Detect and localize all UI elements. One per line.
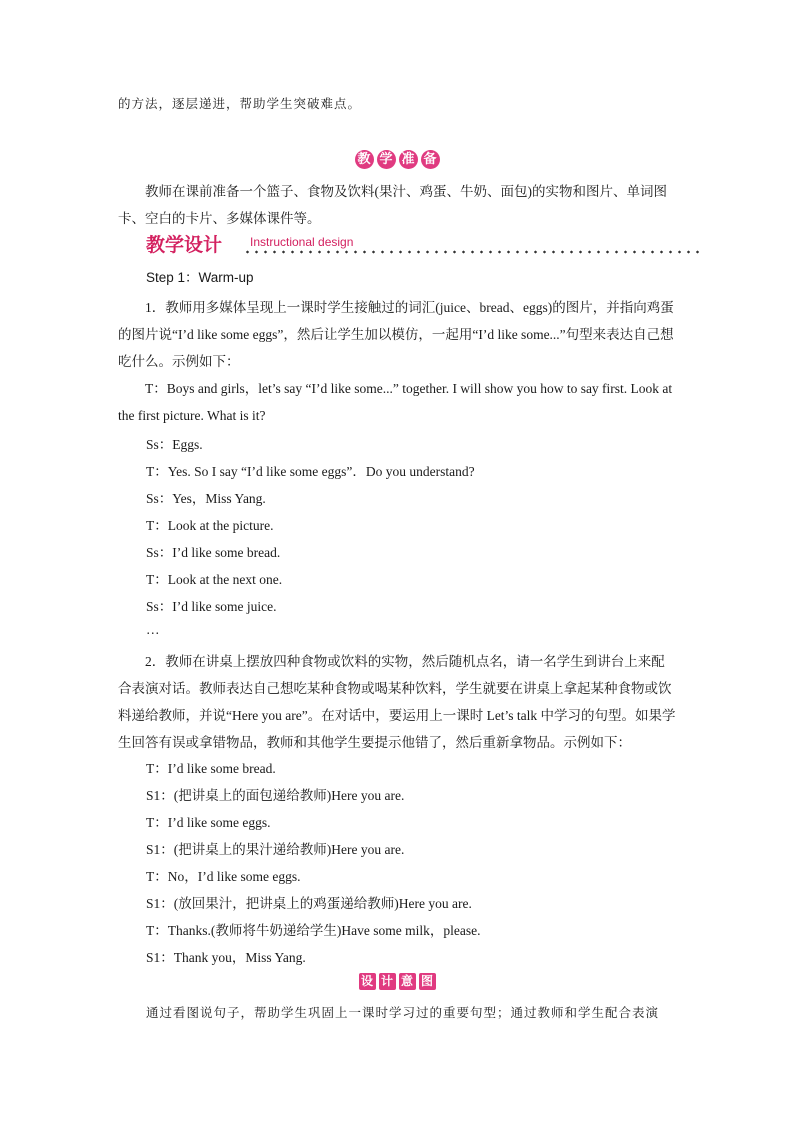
design-intent-badge — [0, 973, 794, 990]
dialog-line: T：Look at the picture. — [146, 518, 274, 533]
ellipsis-line: … — [146, 622, 160, 637]
badge-char: 准 — [399, 150, 418, 169]
dialog-line: T：No，I’d like some eggs. — [146, 869, 301, 884]
badge-char: 备 — [421, 150, 440, 169]
badge-char: 学 — [377, 150, 396, 169]
continuation-text: 的方法，逐层递进，帮助学生突破难点。 — [118, 96, 362, 111]
heading-dotted-rule — [243, 250, 705, 254]
prep-paragraph: 教师在课前准备一个篮子、食物及饮料(果汁、鸡蛋、牛奶、面包)的实物和图片、单词图卡、空白的卡片、多媒体课件等。 — [118, 184, 667, 226]
dialog-line: S1：Thank you，Miss Yang. — [146, 950, 306, 965]
badge-char: 教 — [355, 150, 374, 169]
paragraph-2: 2．教师在讲桌上摆放四种食物或饮料的实物，然后随机点名，请一名学生到讲台上来配合表演对话。教师表达自己想吃某种食物或喝某种饮料，学生就要在讲桌上拿起某种食物或饮料递给教师，并说“Here you are”。在对话中，要运用上一课时 Let’s talk 中学习的句型。如果学生回答有误或拿错物品，教师和其他学生要提示他错了，然后重新拿物品。示例如下： — [118, 654, 676, 750]
dialog-line: T：Look at the next one. — [146, 572, 283, 587]
paragraph-1: 1．教师用多媒体呈现上一课时学生接触过的词汇(juice、bread、eggs)的图片，并指向鸡蛋的图片说“I’d like some eggs”，然后让学生加以模仿，一起用“I’d like some...”句型来表达自己想吃什么。示例如下： — [118, 300, 674, 369]
dialog-line: Ss：Eggs. — [146, 437, 203, 452]
dialog-line: S1：(把讲桌上的果汁递给教师)Here you are. — [146, 842, 405, 857]
dialog-line: T：Thanks.(教师将牛奶递给学生)Have some milk，please. — [146, 923, 481, 938]
dialog-line: S1：(把讲桌上的面包递给教师)Here you are. — [146, 788, 405, 803]
teaching-prep-badge — [0, 150, 794, 169]
badge-char: 图 — [419, 973, 436, 990]
dialog-line: T：Yes. So I say “I’d like some eggs”．Do you understand? — [146, 464, 475, 479]
section-heading — [146, 230, 706, 260]
step-title: Step 1：Warm-up — [146, 270, 254, 285]
badge-char: 计 — [379, 973, 396, 990]
heading-title-en: Instructional design — [250, 235, 354, 249]
dialog-line: S1：(放回果汁，把讲桌上的鸡蛋递给教师)Here you are. — [146, 896, 472, 911]
badge-char: 设 — [359, 973, 376, 990]
dialog-line: Ss：Yes，Miss Yang. — [146, 491, 266, 506]
dialog-line: T：I’d like some eggs. — [146, 815, 271, 830]
heading-title-cn: 教学设计 — [146, 234, 223, 256]
badge-char: 意 — [399, 973, 416, 990]
dialog-line: T：I’d like some bread. — [146, 761, 276, 776]
intent-text: 通过看图说句子，帮助学生巩固上一课时学习过的重要句型；通过教师和学生配合表演 — [146, 1005, 660, 1020]
dialog-line-t: T：Boys and girls，let’s say “I’d like some...” together. I will show you how to say first. Look at the first picture. What is it? — [118, 381, 673, 423]
dialog-line: Ss：I’d like some juice. — [146, 599, 277, 614]
dialog-line: Ss：I’d like some bread. — [146, 545, 281, 560]
